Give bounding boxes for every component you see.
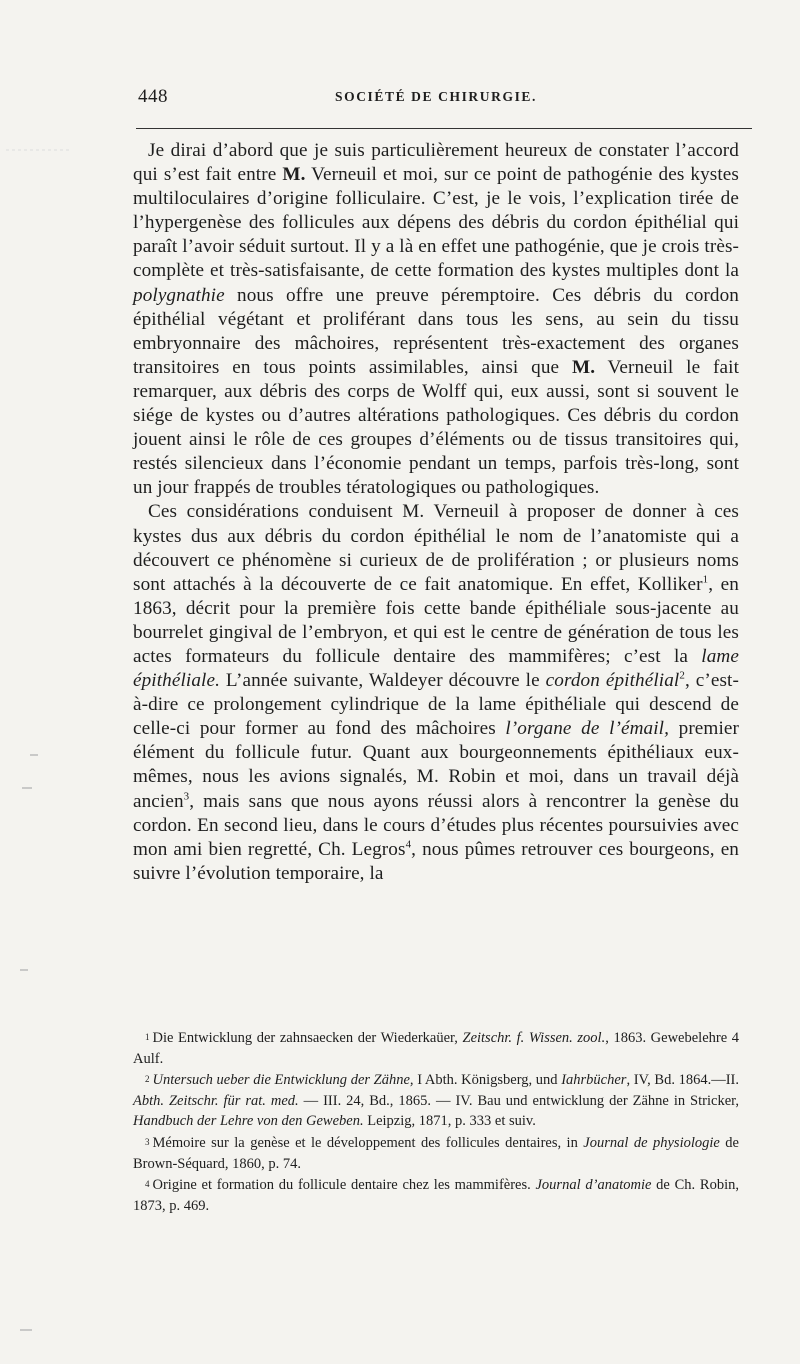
text-run: Ces considérations conduisent M. Verneuil à proposer de donner à ces kystes dus aux débris du cordon épithélial le nom de l’anatomiste qui a découvert ce phénomène si curieux de de prolifération ; or plusieurs noms sont attachés à la découverte de ce fait anatomique. En effet, Kolliker (133, 501, 739, 595)
italic-text: Iahrbücher (561, 1072, 627, 1089)
body-text (133, 139, 739, 886)
footnote-ref: 4 (405, 838, 412, 851)
text-run: nous offre une preuve péremptoire. Ces débris du cordon épithélial végétant et proliférant dans tous les sens, au sein du tissu embryonnaire des mâchoires, représentent très-exactement des organes transitoires en tous points assimilables, ainsi que (133, 284, 739, 378)
italic-text: Journal de physiologie (583, 1134, 720, 1151)
italic-text: Abth. Zeitschr. für rat. med. (133, 1092, 299, 1109)
text-run: Die Entwicklung der zahnsaecken der Wiederkaüer, (152, 1030, 463, 1046)
bold-text: M. (282, 164, 306, 186)
text-run: , IV, Bd. 1864.—II. (626, 1072, 739, 1089)
italic-text: polygnathie (133, 284, 225, 306)
text-run: L’année suivante, Waldeyer découvre le (219, 670, 546, 692)
footnote (133, 1069, 739, 1132)
text-run: — III. 24, Bd., 1865. — IV. Bau und entwicklung der Zähne in Stricker, (298, 1092, 740, 1109)
footnote-mark: 2 (145, 1074, 150, 1085)
text-run: , mais sans que nous ayons réussi alors à rencontrer la genèse du cordon. En second lieu, dans le cours d’études plus récentes poursuivies avec mon ami bien regretté, Ch. Legros (133, 790, 739, 860)
text-run: , nous pûmes retrouver ces bourgeons, en suivre l’évolution temporaire, la (133, 838, 739, 884)
text-run: I Abth. Königsberg, und (413, 1072, 562, 1089)
footnote-ref: 1 (702, 573, 709, 586)
footnote (133, 1027, 739, 1069)
paragraph (133, 500, 739, 886)
running-head (138, 86, 734, 112)
footnote (133, 1174, 739, 1216)
text-run: premier élément du follicule futur. Quant aux bourgeonnements épithéliaux eux-mêmes, nous les avions signalés, M. Robin et moi, dans un travail déjà ancien (133, 718, 739, 812)
footnotes (133, 1027, 739, 1216)
paragraph (133, 139, 739, 500)
italic-text: Journal d’anatomie (535, 1177, 652, 1194)
footnote-mark: 4 (145, 1179, 150, 1190)
footnote (133, 1132, 739, 1174)
page-number: 448 (138, 86, 168, 107)
text-run: Verneuil et moi, sur ce point de pathogénie des kystes multiloculaires d’origine folliculaire. C’est, je le vois, l’explication tirée de l’hypergenèse des follicules aux dépens des débris du cordon épithélial qui paraît l’avoir séduit surtout. Il y a là en effet une pathogénie, que je crois très-complète et très-satisfaisante, de cette formation des kystes multiples dont la (133, 164, 739, 282)
footnote-ref: 2 (679, 669, 685, 682)
text-run: , en 1863, décrit pour la première fois cette bande épithéliale sous-jacente au bourrelet gingival de l’embryon, et qui est le centre de génération de tous les actes formateurs du follicule dentaire des mammifères; c’est la (133, 573, 739, 667)
text-run: de Brown-Séquard, 1860, p. 74. (133, 1134, 739, 1172)
italic-text: Zeitschr. f. Wissen. zool. (462, 1030, 606, 1046)
text-run: Mémoire sur la genèse et le développement des follicules dentaires, in (152, 1134, 584, 1151)
text-run: Verneuil le fait remarquer, aux débris des corps de Wolff qui, eux aussi, sont si souvent le siége de kystes ou d’autres altérations pathologiques. Ces débris du cordon jouent ainsi le rôle de ces groupes d’éléments ou de tissus transitoires qui, restés silencieux dans l’économie pendant un temps, parfois très-long, sont un jour frappés de troubles tératologiques ou pathologiques. (133, 356, 739, 499)
footnote-ref: 3 (183, 790, 190, 803)
running-title: SOCIÉTÉ DE CHIRURGIE. (334, 89, 537, 104)
italic-text: Untersuch ueber die Entwicklung der Zähne, (152, 1072, 414, 1089)
footnote-mark: 3 (145, 1136, 150, 1147)
text-run: de Ch. Robin, 1873, p. 469. (133, 1177, 739, 1214)
text-run: , c’est-à-dire ce prolongement cylindrique de la lame épithéliale qui descend de celle-ci pour former au fond des mâchoires (133, 670, 739, 740)
header-rule (136, 128, 752, 129)
italic-text: Handbuch der Lehre von den Geweben. (133, 1113, 364, 1130)
italic-text: cordon épithélial (545, 670, 680, 692)
footnote-mark: 1 (145, 1032, 150, 1042)
text-run: Je dirai d’abord que je suis particulièrement heureux de constater l’accord qui s’est fait entre (133, 140, 739, 186)
text-run: Origine et formation du follicule dentaire chez les mammifères. (152, 1177, 536, 1194)
italic-text: lame épithéliale. (133, 645, 739, 692)
italic-text: l’organe de l’émail, (505, 718, 670, 740)
text-run: , 1863. Gewebelehre 4 Aulf. (133, 1030, 740, 1067)
text-run: Leipzig, 1871, p. 333 et suiv. (363, 1113, 536, 1130)
bold-text: M. (571, 356, 596, 378)
